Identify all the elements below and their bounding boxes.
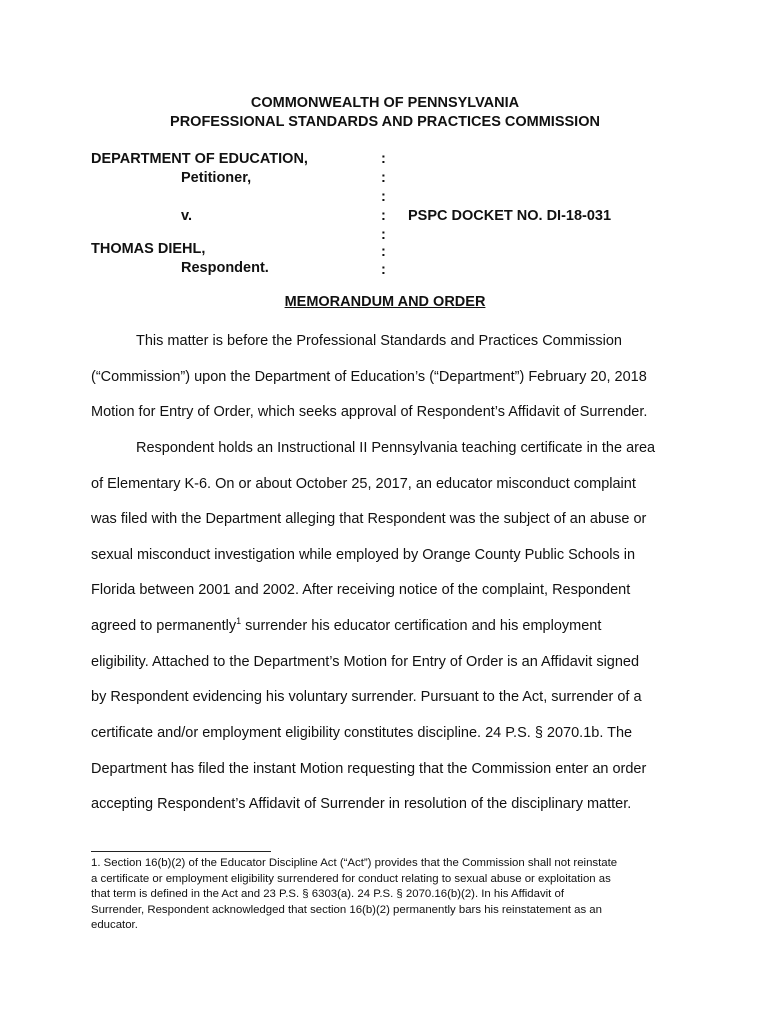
- body-line: of Elementary K-6. On or about October 25, 2017, an educator misconduct complaint: [91, 476, 636, 492]
- body-line: by Respondent evidencing his voluntary surrender. Pursuant to the Act, surrender of a: [91, 689, 642, 705]
- body-line: accepting Respondent’s Affidavit of Surrender in resolution of the disciplinary matter.: [91, 796, 632, 812]
- footnote-divider: [91, 851, 271, 852]
- body-text: surrender his educator certification and his employment: [241, 618, 602, 634]
- body-line: was filed with the Department alleging that Respondent was the subject of an abuse or: [91, 511, 647, 527]
- body-line: Respondent holds an Instructional II Pennsylvania teaching certificate in the area: [136, 440, 656, 456]
- body-line: Motion for Entry of Order, which seeks approval of Respondent’s Affidavit of Surrender.: [91, 404, 648, 420]
- document-title: [0, 294, 770, 310]
- footnote-line: Surrender, Respondent acknowledged that section 16(b)(2) permanently bars his reinstatement as an: [91, 904, 602, 916]
- docket-number: PSPC DOCKET NO. DI-18-031: [408, 208, 612, 224]
- body-line: This matter is before the Professional Standards and Practices Commission: [136, 333, 622, 349]
- body-line: certificate and/or employment eligibility constitutes discipline. 24 P.S. § 2070.1b. The: [91, 725, 633, 741]
- caption-colon: :: [381, 262, 386, 278]
- footnote-line: a certificate or employment eligibility surrendered for conduct relating to sexual abuse or exploitation as: [91, 873, 611, 885]
- body-line: Florida between 2001 and 2002. After receiving notice of the complaint, Respondent: [91, 582, 631, 598]
- petitioner-role: Petitioner,: [181, 170, 252, 186]
- footnote-reference[interactable]: 1: [236, 616, 242, 626]
- header-commission: PROFESSIONAL STANDARDS AND PRACTICES COMMISSION: [170, 114, 600, 130]
- footnote-line: educator.: [91, 919, 138, 931]
- caption-colon: :: [381, 151, 386, 167]
- versus-label: v.: [181, 208, 193, 224]
- document-title-text: MEMORANDUM AND ORDER: [284, 294, 486, 310]
- respondent-role: Respondent.: [181, 260, 269, 276]
- body-text: agreed to permanently: [91, 618, 237, 634]
- petitioner-name: DEPARTMENT OF EDUCATION,: [91, 151, 308, 167]
- caption-colon: :: [381, 208, 386, 224]
- body-line: eligibility. Attached to the Department’s Motion for Entry of Order is an Affidavit signed: [91, 654, 640, 670]
- body-line: (“Commission”) upon the Department of Education’s (“Department”) February 20, 2018: [91, 369, 647, 385]
- footnote-line: that term is defined in the Act and 23 P.S. § 6303(a). 24 P.S. § 2070.16(b)(2). In his Affidavit of: [91, 888, 565, 900]
- respondent-name: THOMAS DIEHL,: [91, 241, 206, 257]
- caption-colon: :: [381, 189, 386, 205]
- footnote-line: 1. Section 16(b)(2) of the Educator Discipline Act (“Act”) provides that the Commission shall not reinstate: [91, 857, 618, 869]
- header-commonwealth: COMMONWEALTH OF PENNSYLVANIA: [250, 95, 520, 111]
- body-line: [91, 618, 601, 634]
- caption-colon: :: [381, 244, 386, 260]
- caption-colon: :: [381, 227, 386, 243]
- body-line: Department has filed the instant Motion requesting that the Commission enter an order: [91, 761, 647, 777]
- caption-colon: :: [381, 170, 386, 186]
- body-line: sexual misconduct investigation while employed by Orange County Public Schools in: [91, 547, 636, 563]
